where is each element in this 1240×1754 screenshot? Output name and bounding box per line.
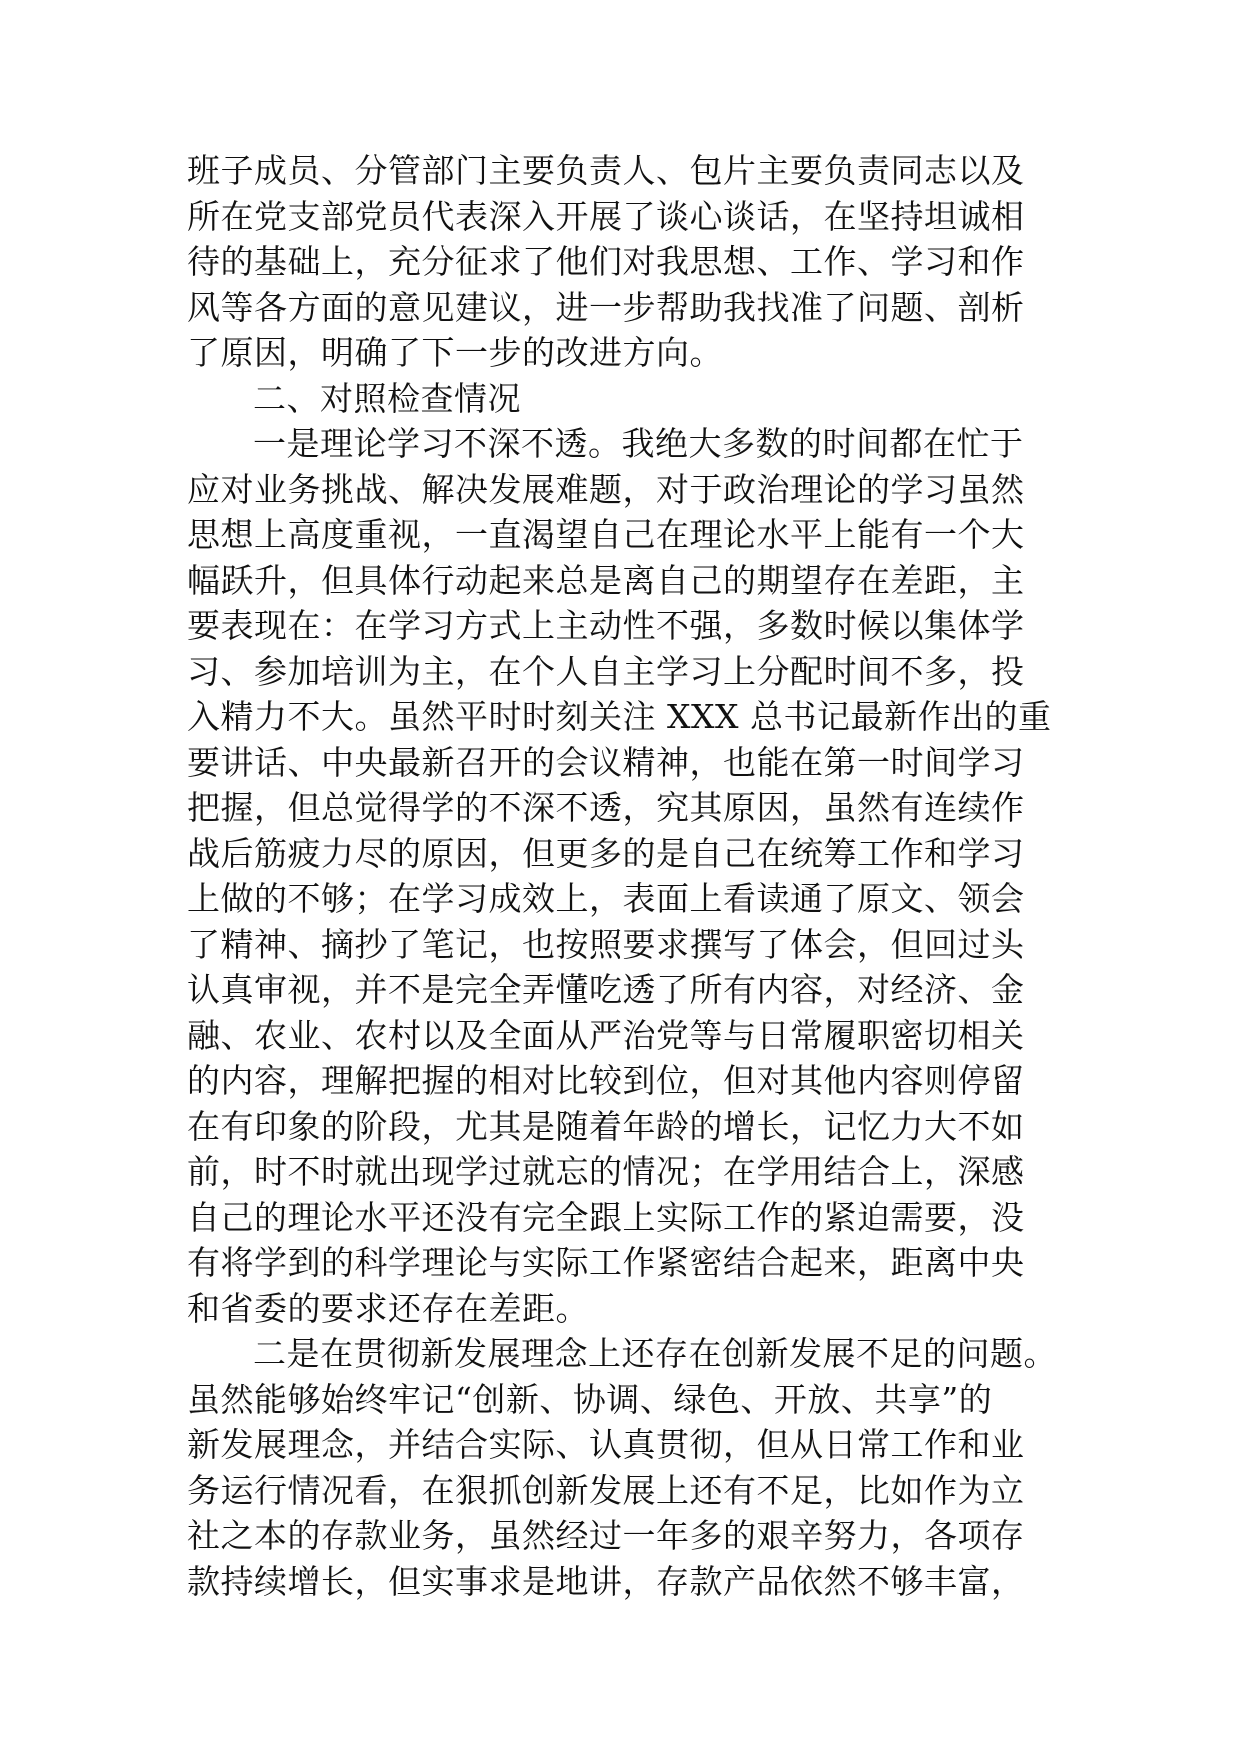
text-line: 自己的理论水平还没有完全跟上实际工作的紧迫需要，没	[187, 1197, 1025, 1237]
text-line: 应对业务挑战、解决发展难题，对于政治理论的学习虽然	[187, 469, 1025, 509]
document-page	[187, 148, 1067, 1604]
text-line: 前，时不时就出现学过就忘的情况；在学用结合上，深感	[187, 1152, 1025, 1191]
text-line: 待的基础上，充分征求了他们对我思想、工作、学习和作	[187, 242, 1025, 281]
text-line: 新发展理念，并结合实际、认真贯彻，但从日常工作和业	[187, 1425, 1025, 1464]
text-line: 二是在贯彻新发展理念上还存在创新发展不足的问题。	[253, 1334, 1057, 1373]
text-line: 上做的不够；在学习成效上，表面上看读通了原文、领会	[187, 879, 1025, 918]
text-line: 虽然能够始终牢记“创新、协调、绿色、开放、共享”的	[187, 1379, 993, 1419]
text-line: 把握，但总觉得学的不深不透，究其原因，虽然有连续作	[187, 788, 1025, 827]
text-line: 了精神、摘抄了笔记，也按照要求撰写了体会，但回过头	[187, 924, 1025, 964]
text-line: 社之本的存款业务，虽然经过一年多的艰辛努力，各项存	[187, 1516, 1025, 1555]
text-line: 风等各方面的意见建议，进一步帮助我找准了问题、剖析	[187, 287, 1025, 327]
text-line: 的内容，理解把握的相对比较到位，但对其他内容则停留	[187, 1061, 1025, 1100]
text-line: 幅跃升，但具体行动起来总是离自己的期望存在差距，主	[187, 560, 1025, 600]
text-line: 班子成员、分管部门主要负责人、包片主要负责同志以及	[187, 151, 1025, 190]
text-line: 要讲话、中央最新召开的会议精神，也能在第一时间学习	[187, 742, 1025, 782]
text-line: 款持续增长，但实事求是地讲，存款产品依然不够丰富，	[187, 1561, 1025, 1601]
text-line: 在有印象的阶段，尤其是随着年龄的增长，记忆力大不如	[187, 1106, 1025, 1146]
text-line: 战后筋疲力尽的原因，但更多的是自己在统筹工作和学习	[187, 833, 1025, 873]
text-line: 习、参加培训为主，在个人自主学习上分配时间不多，投	[187, 651, 1025, 691]
text-line: 所在党支部党员代表深入开展了谈心谈话，在坚持坦诚相	[187, 196, 1025, 236]
text-line: 思想上高度重视，一直渴望自己在理论水平上能有一个大	[187, 515, 1025, 554]
text-line: 有将学到的科学理论与实际工作紧密结合起来，距离中央	[187, 1243, 1025, 1282]
text-line: 二、对照检查情况	[253, 378, 521, 418]
text-line: 入精力不大。虽然平时时刻关注 XXX 总书记最新作出的重	[187, 697, 1052, 736]
text-line: 认真审视，并不是完全弄懂吃透了所有内容，对经济、金	[187, 970, 1025, 1009]
text-line: 一是理论学习不深不透。我绝大多数的时间都在忙于	[253, 424, 1024, 463]
text-line: 务运行情况看，在狠抓创新发展上还有不足，比如作为立	[187, 1470, 1025, 1510]
text-line: 要表现在：在学习方式上主动性不强，多数时候以集体学	[187, 606, 1025, 645]
text-line: 了原因，明确了下一步的改进方向。	[187, 333, 723, 372]
text-line: 融、农业、农村以及全面从严治党等与日常履职密切相关	[187, 1015, 1025, 1055]
text-line: 和省委的要求还存在差距。	[187, 1288, 589, 1328]
